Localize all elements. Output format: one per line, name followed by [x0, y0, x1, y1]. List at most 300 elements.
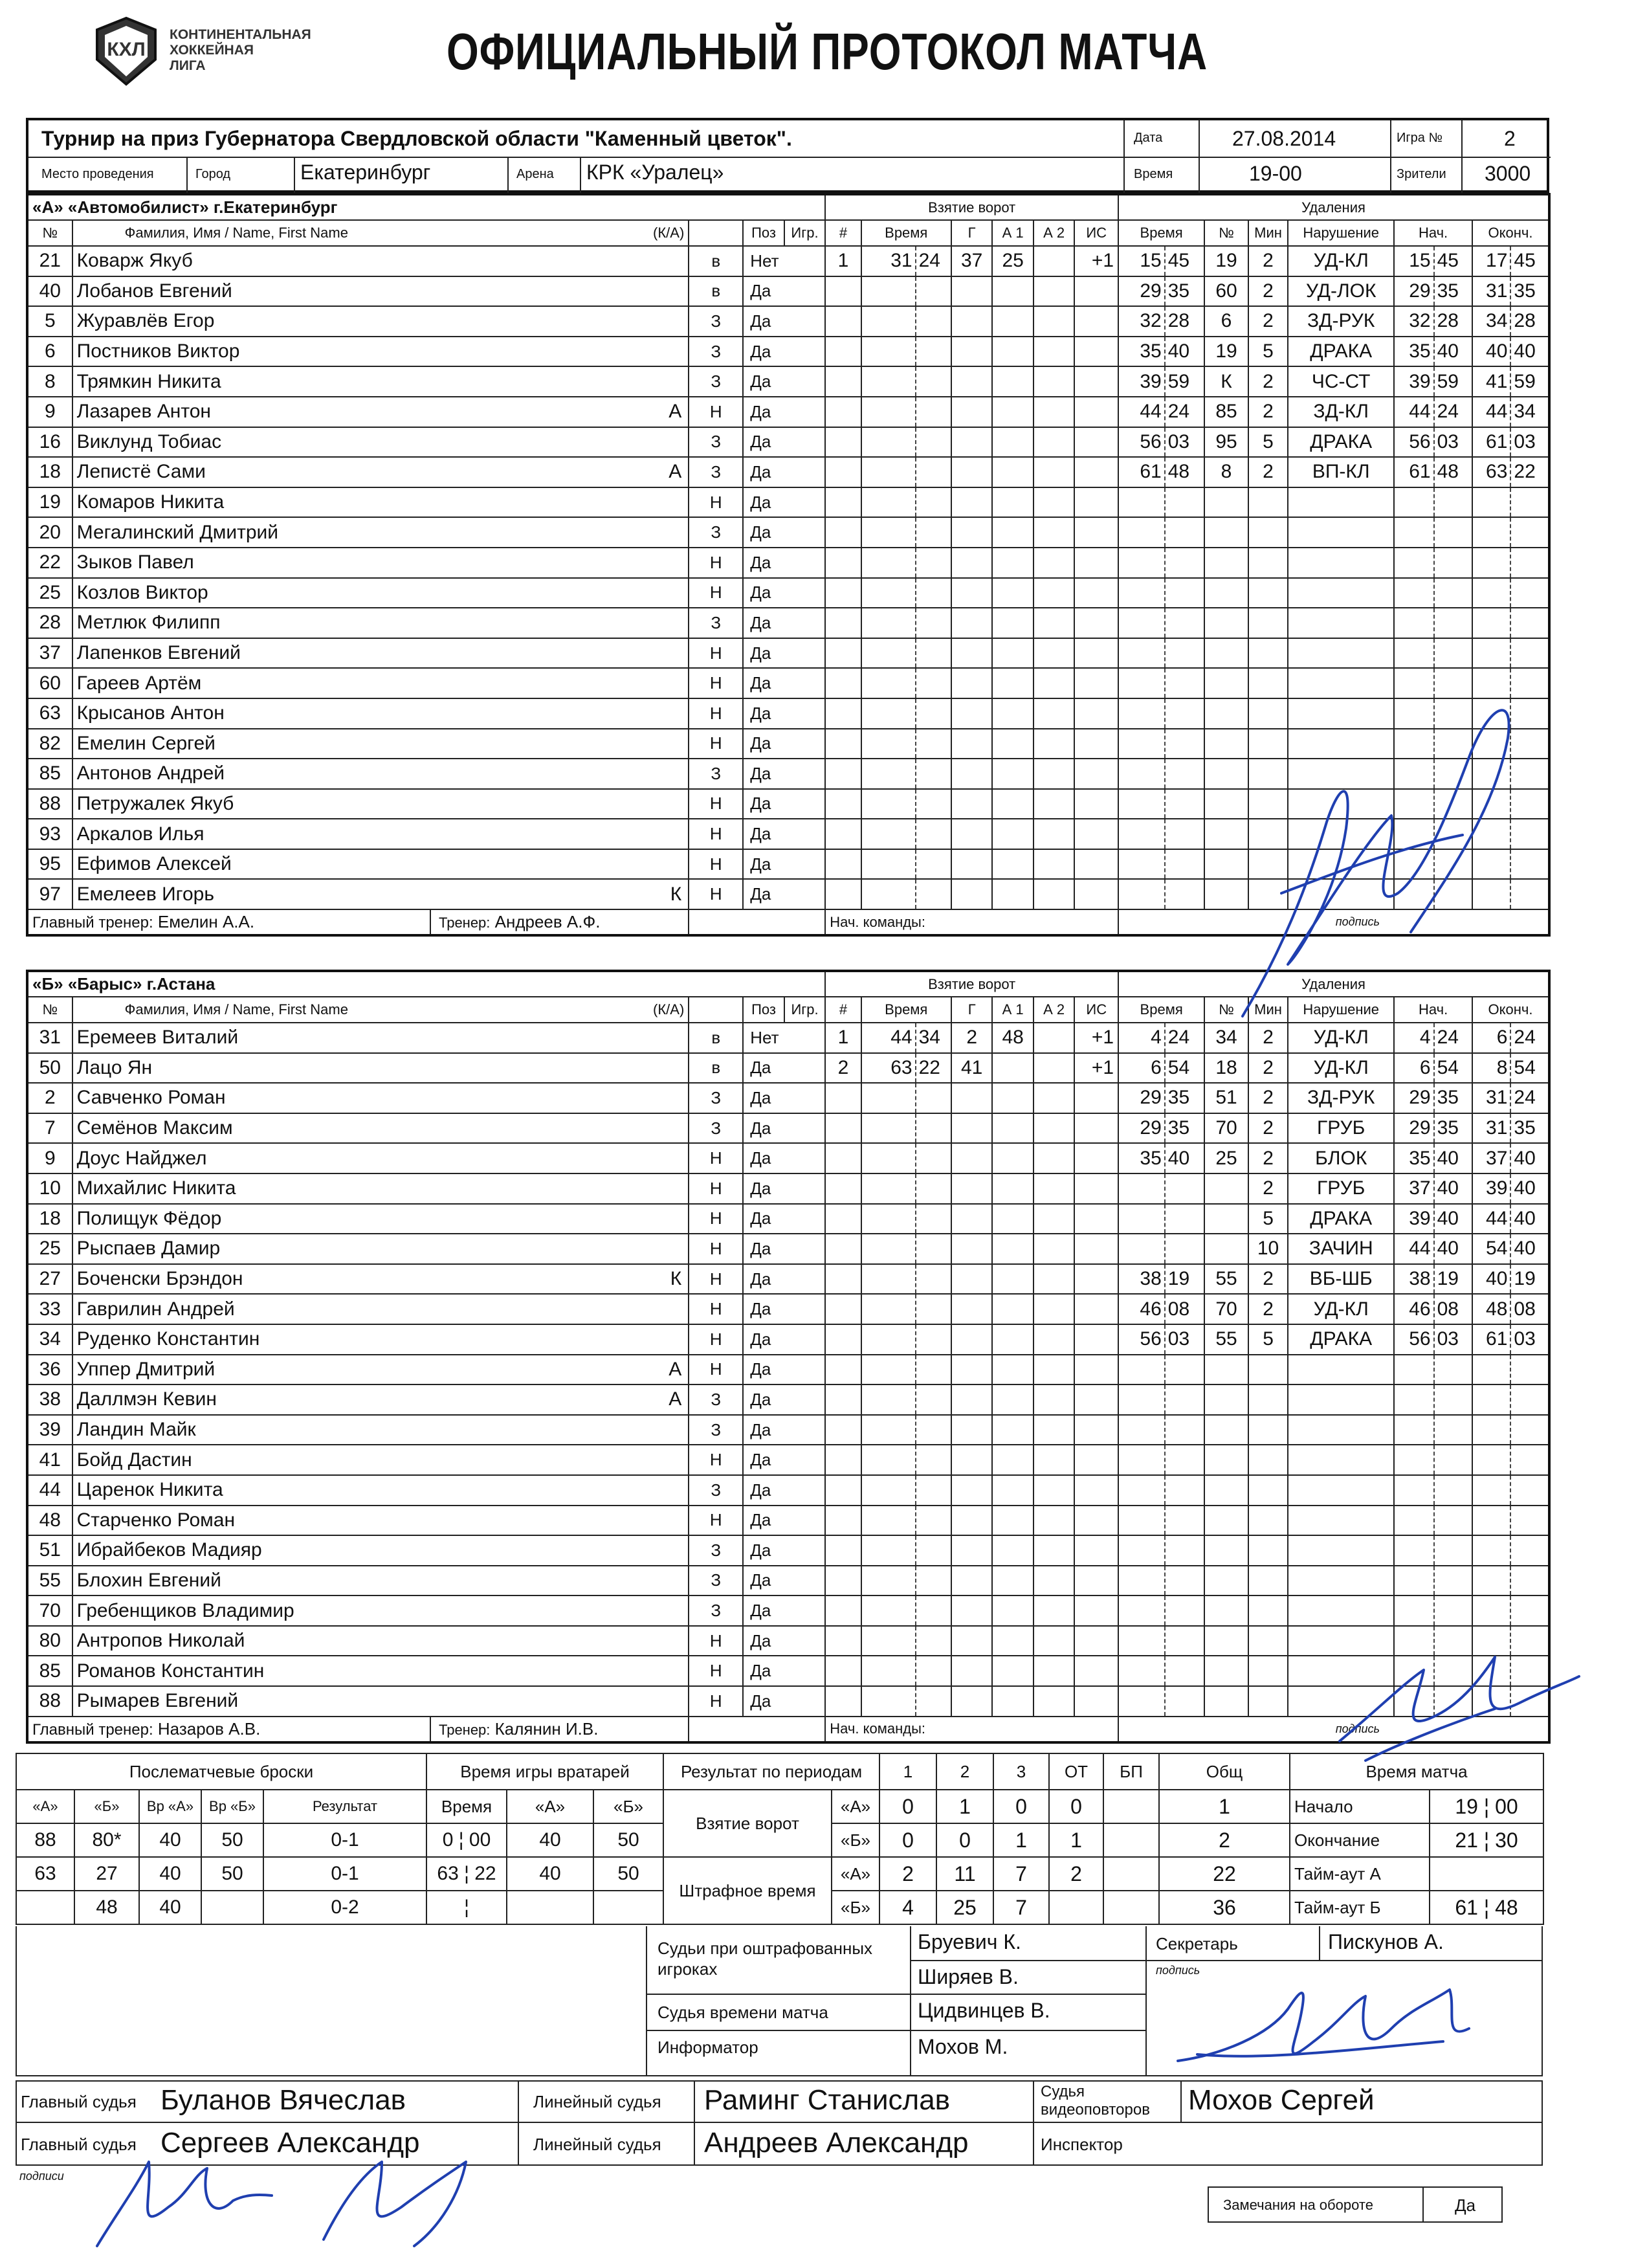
time-label: Время	[1134, 167, 1173, 181]
pen-player: 19	[1204, 337, 1248, 367]
goal-situation	[1074, 1113, 1118, 1144]
pen-end-min: 6	[1472, 1023, 1510, 1053]
goal-assist-2	[1034, 1595, 1075, 1626]
goal-sec	[916, 729, 951, 759]
player-number: 9	[27, 397, 72, 427]
goal-assist-2	[1034, 487, 1075, 518]
goal-min	[861, 1113, 916, 1144]
goal-situation	[1074, 759, 1118, 789]
player-number: 2	[27, 1083, 72, 1113]
goal-scorer	[951, 1355, 993, 1385]
goal-scorer	[951, 1294, 993, 1324]
pen-min: 29	[1118, 1113, 1165, 1144]
goal-no	[825, 1355, 861, 1385]
remarks-box	[1208, 2186, 1503, 2223]
goal-assist-1	[992, 276, 1034, 307]
pen-sec	[1165, 1626, 1204, 1656]
player-pos: Н	[689, 548, 743, 578]
pen-infraction: ЗАЧИН	[1288, 1234, 1394, 1264]
so-cell	[201, 1891, 263, 1924]
player-played: Да	[743, 789, 825, 819]
goal-assist-1	[992, 397, 1034, 427]
goals-b-total: 2	[1159, 1823, 1290, 1857]
player-pos: в	[689, 1053, 743, 1084]
pen-start-min: 46	[1394, 1294, 1433, 1324]
pen-minutes: 2	[1248, 276, 1288, 307]
so-cell: 80*	[74, 1823, 139, 1857]
goal-min	[861, 1445, 916, 1475]
pen-start-min	[1394, 668, 1433, 698]
penalty-judge-1: Бруевич К.	[918, 1930, 1021, 1953]
col-pen-min: Мин	[1248, 220, 1288, 246]
pen-start-min	[1394, 1626, 1433, 1656]
player-row	[27, 638, 1549, 669]
pen-minutes	[1248, 487, 1288, 518]
goal-sec	[916, 1083, 951, 1113]
goal-min	[861, 729, 916, 759]
goal-scorer	[951, 276, 993, 307]
player-name: Савченко Роман	[72, 1083, 689, 1113]
player-row	[27, 1113, 1549, 1144]
game-no: 2	[1504, 127, 1516, 150]
player-name: Рымарев Евгений	[72, 1686, 689, 1717]
pen-min	[1118, 698, 1165, 729]
goal-min	[861, 337, 916, 367]
col-goal-a1: А 1	[992, 220, 1034, 246]
pen-end-sec	[1510, 1686, 1549, 1717]
goal-sec	[916, 487, 951, 518]
pen-min	[1118, 608, 1165, 638]
goal-sec	[916, 1535, 951, 1566]
pen-minutes	[1248, 1384, 1288, 1415]
pim-b-ot	[1049, 1891, 1103, 1924]
player-row	[27, 879, 1549, 909]
goal-no	[825, 1083, 861, 1113]
goal-scorer	[951, 427, 993, 458]
goals-a-p3: 0	[993, 1790, 1049, 1823]
pen-start-sec: 40	[1434, 1234, 1472, 1264]
pen-minutes	[1248, 849, 1288, 880]
col-pen-end: Оконч.	[1472, 220, 1549, 246]
pen-sec	[1165, 819, 1204, 849]
pen-player	[1204, 1506, 1248, 1536]
player-name: Лазарев Антон А	[72, 397, 689, 427]
pen-end-min: 31	[1472, 1113, 1510, 1144]
pim-a-p1: 2	[879, 1857, 936, 1891]
team-signature-label: подпись	[1118, 909, 1549, 935]
timeout-a	[1430, 1857, 1543, 1891]
pen-end-min	[1472, 1535, 1510, 1566]
pen-end-min	[1472, 789, 1510, 819]
goal-assist-1	[992, 1686, 1034, 1717]
penalties-header: Удаления	[1118, 971, 1549, 997]
goal-min	[861, 276, 916, 307]
pen-minutes	[1248, 1656, 1288, 1686]
pen-end-min: 54	[1472, 1234, 1510, 1264]
pen-infraction: ЗД-РУК	[1288, 306, 1394, 337]
secretary: Пискунов А.	[1328, 1930, 1444, 1953]
goal-assist-1	[992, 337, 1034, 367]
goal-situation	[1074, 306, 1118, 337]
player-name: Блохин Евгений	[72, 1566, 689, 1596]
goal-assist-1	[992, 668, 1034, 698]
goal-scorer	[951, 1204, 993, 1234]
goal-assist-2	[1034, 1204, 1075, 1234]
pen-min: 56	[1118, 1324, 1165, 1355]
col-goal-g: Г	[951, 997, 993, 1023]
referee-label-2: Главный судья	[21, 2135, 137, 2154]
pen-player: 18	[1204, 1053, 1248, 1084]
pen-sec	[1165, 1415, 1204, 1445]
pen-minutes	[1248, 638, 1288, 669]
player-played: Да	[743, 1595, 825, 1626]
pen-end-min: 31	[1472, 276, 1510, 307]
player-played: Да	[743, 608, 825, 638]
start-time: 19 ¦ 00	[1430, 1790, 1543, 1823]
pen-start-min	[1394, 608, 1433, 638]
player-pos: З	[689, 608, 743, 638]
goal-min	[861, 698, 916, 729]
goal-sec	[916, 1173, 951, 1204]
goals-header: Взятие ворот	[825, 194, 1118, 220]
goal-min	[861, 427, 916, 458]
goal-min	[861, 1626, 916, 1656]
player-pos: Н	[689, 1506, 743, 1536]
player-name: Трямкин Никита	[72, 366, 689, 397]
pen-infraction: ДРАКА	[1288, 1204, 1394, 1234]
pen-min	[1118, 1566, 1165, 1596]
pen-minutes: 2	[1248, 1113, 1288, 1144]
player-name: Емелин Сергей	[72, 729, 689, 759]
gk-time-cell: 0 ¦ 00	[426, 1823, 507, 1857]
pen-end-sec	[1510, 1445, 1549, 1475]
player-row	[27, 366, 1549, 397]
referees-section	[16, 2080, 1543, 2166]
player-number: 85	[27, 1656, 72, 1686]
goal-assist-2	[1034, 879, 1075, 909]
pen-infraction	[1288, 819, 1394, 849]
goal-assist-2	[1034, 1626, 1075, 1656]
pen-min	[1118, 849, 1165, 880]
goal-no	[825, 427, 861, 458]
goals-team-a: «А»	[832, 1790, 879, 1823]
pen-min: 39	[1118, 366, 1165, 397]
so-col-result: Результат	[263, 1790, 426, 1823]
player-row	[27, 1173, 1549, 1204]
player-pos: Н	[689, 1264, 743, 1295]
player-row	[27, 487, 1549, 518]
pen-min	[1118, 1173, 1165, 1204]
gk-col-time: Время	[426, 1790, 507, 1823]
coaches-row: Главный тренер: Емелин А.А. Тренер: Андреев А.Ф.	[27, 909, 689, 935]
goal-min	[861, 1686, 916, 1717]
goals-a-total: 1	[1159, 1790, 1290, 1823]
goals-a-bp	[1103, 1790, 1159, 1823]
goal-assist-2	[1034, 1475, 1075, 1506]
pen-sec: 35	[1165, 1083, 1204, 1113]
pen-min	[1118, 1384, 1165, 1415]
informator: Мохов М.	[918, 2035, 1008, 2058]
pen-infraction: ЗД-КЛ	[1288, 397, 1394, 427]
pen-min	[1118, 1234, 1165, 1264]
goal-situation	[1074, 397, 1118, 427]
goal-sec	[916, 1626, 951, 1656]
goal-assist-2	[1034, 1294, 1075, 1324]
pen-sec	[1165, 1384, 1204, 1415]
goal-min: 63	[861, 1053, 916, 1084]
pen-end-min: 48	[1472, 1294, 1510, 1324]
player-pos: Н	[689, 1234, 743, 1264]
pen-player	[1204, 1173, 1248, 1204]
player-played: Да	[743, 1324, 825, 1355]
pen-infraction	[1288, 1506, 1394, 1536]
player-number: 20	[27, 517, 72, 548]
player-number: 51	[27, 1535, 72, 1566]
pen-sec: 19	[1165, 1264, 1204, 1295]
goal-scorer: 2	[951, 1023, 993, 1053]
pen-end-min	[1472, 879, 1510, 909]
goal-no	[825, 608, 861, 638]
player-name: Бойд Дастин	[72, 1445, 689, 1475]
player-played: Да	[743, 306, 825, 337]
pen-end-min	[1472, 668, 1510, 698]
pen-end-sec: 40	[1510, 1204, 1549, 1234]
pen-infraction	[1288, 1686, 1394, 1717]
pen-end-min	[1472, 638, 1510, 669]
pen-end-min: 44	[1472, 397, 1510, 427]
pen-end-sec: 24	[1510, 1083, 1549, 1113]
goal-no	[825, 789, 861, 819]
pen-start-min	[1394, 759, 1433, 789]
goal-assist-1	[992, 1204, 1034, 1234]
pen-end-min: 63	[1472, 457, 1510, 487]
pen-start-sec	[1434, 578, 1472, 608]
pen-min	[1118, 1506, 1165, 1536]
goal-assist-1	[992, 1475, 1034, 1506]
player-row	[27, 306, 1549, 337]
goal-sec	[916, 608, 951, 638]
pen-sec: 48	[1165, 457, 1204, 487]
pen-start-sec	[1434, 789, 1472, 819]
pen-end-sec	[1510, 1475, 1549, 1506]
pen-start-sec: 03	[1434, 1324, 1472, 1355]
so-cell: 88	[16, 1823, 74, 1857]
goal-assist-1: 48	[992, 1023, 1034, 1053]
pen-end-min	[1472, 1506, 1510, 1536]
player-name: Зыков Павел	[72, 548, 689, 578]
league-name: КОНТИНЕНТАЛЬНАЯ ХОККЕЙНАЯ ЛИГА	[170, 27, 311, 73]
pen-sec	[1165, 698, 1204, 729]
player-number: 50	[27, 1053, 72, 1084]
player-name: Еремеев Виталий	[72, 1023, 689, 1053]
pen-start-sec: 08	[1434, 1294, 1472, 1324]
city: Екатеринбург	[300, 161, 431, 184]
pen-start-sec: 45	[1434, 246, 1472, 276]
pen-end-sec	[1510, 668, 1549, 698]
player-name: Гареев Артём	[72, 668, 689, 698]
goal-scorer	[951, 1264, 993, 1295]
goals-b-ot: 1	[1049, 1823, 1103, 1857]
player-number: 48	[27, 1506, 72, 1536]
goal-no	[825, 729, 861, 759]
pen-min: 35	[1118, 337, 1165, 367]
col-goal-time: Время	[861, 220, 951, 246]
goal-scorer	[951, 638, 993, 669]
pen-start-sec	[1434, 1686, 1472, 1717]
gk-cell: 40	[507, 1857, 593, 1891]
pen-end-sec: 40	[1510, 1143, 1549, 1173]
periods-title: Результат по периодам	[663, 1753, 879, 1790]
pen-minutes: 5	[1248, 1204, 1288, 1234]
goal-min	[861, 1384, 916, 1415]
pen-min	[1118, 1535, 1165, 1566]
col-goal-g: Г	[951, 220, 993, 246]
team-title: «А» «Автомобилист» г.Екатеринбург	[27, 194, 825, 220]
pen-start-min	[1394, 1415, 1433, 1445]
pen-end-min	[1472, 608, 1510, 638]
goal-min	[861, 1355, 916, 1385]
player-number: 8	[27, 366, 72, 397]
pim-b-bp	[1103, 1891, 1159, 1924]
pen-infraction	[1288, 1656, 1394, 1686]
pen-end-min: 34	[1472, 306, 1510, 337]
goal-assist-2	[1034, 578, 1075, 608]
pen-end-sec	[1510, 1415, 1549, 1445]
goal-assist-1	[992, 1143, 1034, 1173]
goal-assist-1	[992, 1656, 1034, 1686]
so-cell: 40	[139, 1857, 201, 1891]
goal-scorer	[951, 1475, 993, 1506]
goal-assist-1	[992, 1415, 1034, 1445]
col-pen-time: Время	[1118, 997, 1204, 1023]
pen-sec	[1165, 1204, 1204, 1234]
match-info	[26, 118, 1549, 193]
goals-label: Взятие ворот	[663, 1790, 832, 1857]
goal-scorer	[951, 487, 993, 518]
pen-start-min	[1394, 698, 1433, 729]
goal-min	[861, 608, 916, 638]
goal-sec	[916, 517, 951, 548]
pen-end-min: 8	[1472, 1053, 1510, 1084]
pen-infraction	[1288, 849, 1394, 880]
col-pen-start: Нач.	[1394, 220, 1472, 246]
match-time-title: Время матча	[1290, 1753, 1543, 1790]
goal-scorer	[951, 1384, 993, 1415]
player-name: Комаров Никита	[72, 487, 689, 518]
goal-sec	[916, 1143, 951, 1173]
pen-start-sec: 40	[1434, 1204, 1472, 1234]
player-row	[27, 1053, 1549, 1084]
summary-table	[16, 1753, 1544, 1925]
player-row	[27, 1506, 1549, 1536]
goal-sec	[916, 1234, 951, 1264]
player-number: 38	[27, 1384, 72, 1415]
player-row	[27, 1686, 1549, 1717]
pen-start-min: 44	[1394, 1234, 1433, 1264]
player-number: 60	[27, 668, 72, 698]
khl-logo	[91, 16, 162, 87]
linesman-2: Андреев Александр	[704, 2127, 969, 2159]
goal-sec	[916, 1264, 951, 1295]
pen-min	[1118, 789, 1165, 819]
goal-situation	[1074, 457, 1118, 487]
pen-min	[1118, 668, 1165, 698]
goal-assist-1	[992, 1595, 1034, 1626]
arena: КРК «Уралец»	[586, 161, 724, 184]
pen-sec	[1165, 487, 1204, 518]
pen-min: 38	[1118, 1264, 1165, 1295]
player-played: Да	[743, 366, 825, 397]
goal-situation	[1074, 1415, 1118, 1445]
pen-sec: 35	[1165, 276, 1204, 307]
goal-no	[825, 1686, 861, 1717]
player-number: 16	[27, 427, 72, 458]
pen-minutes: 5	[1248, 337, 1288, 367]
pen-infraction	[1288, 1595, 1394, 1626]
player-number: 39	[27, 1415, 72, 1445]
pen-sec	[1165, 849, 1204, 880]
pim-team-a: «А»	[832, 1857, 879, 1891]
pen-start-min: 29	[1394, 1083, 1433, 1113]
pen-end-min	[1472, 759, 1510, 789]
pen-player: К	[1204, 366, 1248, 397]
goal-assist-1	[992, 729, 1034, 759]
player-played: Да	[743, 427, 825, 458]
pen-sec	[1165, 1595, 1204, 1626]
goal-situation	[1074, 1294, 1118, 1324]
col-goal-no: #	[825, 997, 861, 1023]
player-row	[27, 276, 1549, 307]
pen-end-min	[1472, 1626, 1510, 1656]
pen-player: 19	[1204, 246, 1248, 276]
pen-minutes	[1248, 1595, 1288, 1626]
pen-start-min	[1394, 1656, 1433, 1686]
goal-assist-2	[1034, 1355, 1075, 1385]
pen-end-sec: 19	[1510, 1264, 1549, 1295]
goal-no	[825, 1656, 861, 1686]
goal-scorer	[951, 1686, 993, 1717]
player-played: Да	[743, 879, 825, 909]
goal-no	[825, 548, 861, 578]
goal-scorer	[951, 1415, 993, 1445]
pen-end-sec	[1510, 548, 1549, 578]
pen-end-min	[1472, 548, 1510, 578]
pen-min: 6	[1118, 1053, 1165, 1084]
player-number: 88	[27, 789, 72, 819]
pen-end-sec	[1510, 1506, 1549, 1536]
goal-scorer	[951, 1626, 993, 1656]
page-title: ОФИЦИАЛЬНЫЙ ПРОТОКОЛ МАТЧА	[447, 23, 1208, 80]
pen-start-min: 39	[1394, 366, 1433, 397]
pen-end-min: 37	[1472, 1143, 1510, 1173]
player-number: 18	[27, 1204, 72, 1234]
goal-assist-1	[992, 306, 1034, 337]
pen-start-sec	[1434, 1595, 1472, 1626]
so-col-a: «А»	[16, 1790, 74, 1823]
pen-min	[1118, 879, 1165, 909]
goal-no	[825, 1234, 861, 1264]
pen-start-min: 38	[1394, 1264, 1433, 1295]
player-pos: Н	[689, 1445, 743, 1475]
pen-start-sec	[1434, 1656, 1472, 1686]
player-number: 5	[27, 306, 72, 337]
goal-assist-1	[992, 1113, 1034, 1144]
goal-scorer	[951, 1595, 993, 1626]
linesman-label-2: Линейный судья	[533, 2135, 661, 2154]
pen-player	[1204, 1355, 1248, 1385]
player-row	[27, 1324, 1549, 1355]
pen-player	[1204, 1686, 1248, 1717]
